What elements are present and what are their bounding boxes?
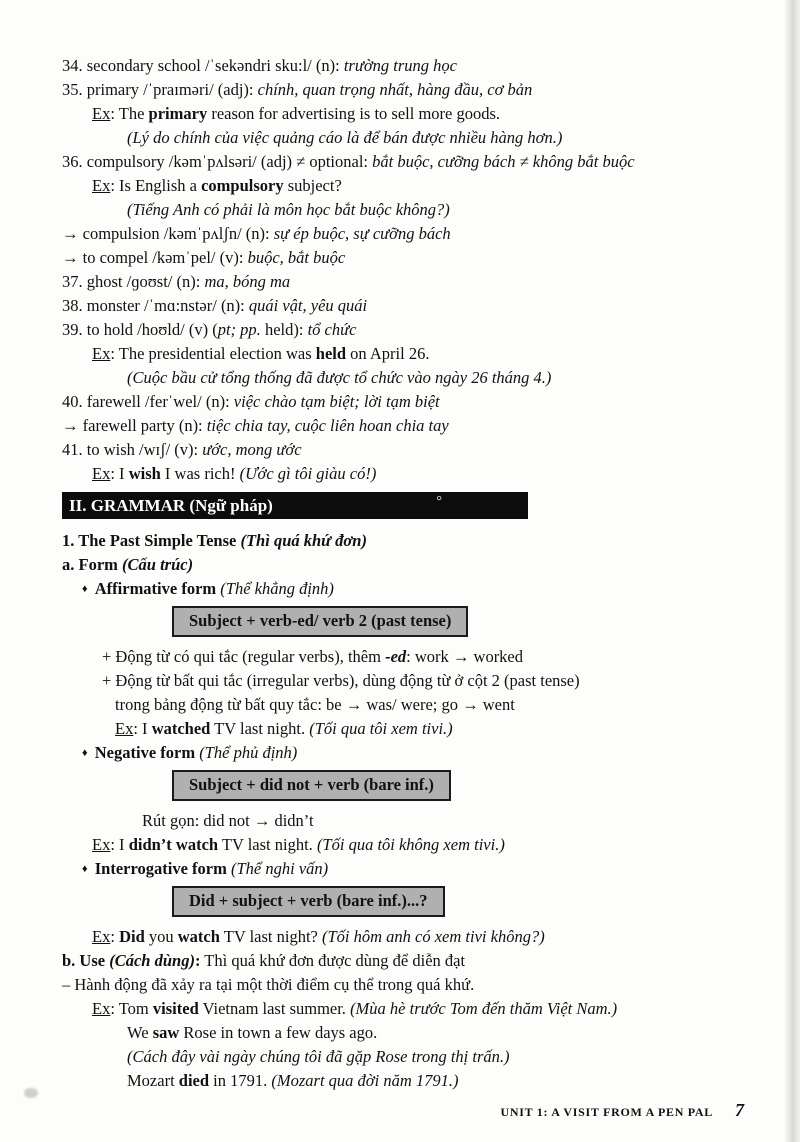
text-segment: (Ước gì tôi giàu có!) <box>239 464 377 483</box>
text-segment: Thì quá khứ đơn được dùng để diễn đạt <box>200 951 466 970</box>
text-segment: buộc, bắt buộc <box>247 248 346 267</box>
grammar-formula-box <box>172 770 451 801</box>
text-segment: sự ép buộc, sự cưỡng bách <box>273 224 451 243</box>
text-segment: Interrogative form <box>94 859 231 878</box>
text-segment: (Thì quá khứ đơn) <box>240 531 367 550</box>
text-segment: We <box>127 1023 153 1042</box>
text-line <box>62 717 744 741</box>
text-segment: ♦ <box>82 863 88 875</box>
text-segment: 34. secondary school /ˈsekəndri sku:l/ (n): <box>62 56 344 75</box>
text-segment: 36. compulsory /kəmˈpʌlsəri/ (adj) ≠ optional: <box>62 152 373 171</box>
vocabulary-section <box>62 54 744 486</box>
text-segment: pt; pp. <box>217 320 261 339</box>
text-line <box>62 741 744 765</box>
text-segment: didn’t watch <box>128 835 219 854</box>
text-segment: (Lý do chính của việc quảng cáo là để bán được nhiều hàng hơn.) <box>127 128 563 147</box>
text-segment: : <box>194 951 201 970</box>
text-segment: b. Use <box>62 951 110 970</box>
text-segment: ♦ <box>82 747 88 759</box>
text-segment: a. Form <box>62 555 123 574</box>
grammar-formula-box <box>172 886 445 917</box>
text-line <box>62 318 744 342</box>
grammar-section <box>62 529 744 1093</box>
page-footer <box>62 1100 744 1121</box>
text-segment: 35. primary /ˈpraɪməri/ (adj): <box>62 80 258 99</box>
text-line <box>62 270 744 294</box>
text-line <box>62 126 744 150</box>
stray-print-mark: ° <box>436 494 442 509</box>
text-segment: TV last night. <box>210 719 310 738</box>
text-segment: Subject + verb-ed/ verb 2 (past tense) <box>189 611 452 630</box>
text-segment: 41. to wish /wɪʃ/ (v): <box>62 440 203 459</box>
text-segment: Did + subject + verb (bare inf.)...? <box>189 891 428 910</box>
text-line <box>62 925 744 949</box>
text-line <box>62 1045 744 1069</box>
footer-page-number: 7 <box>735 1100 744 1120</box>
text-segment: 39. to hold /hoʊld/ (v) ( <box>62 320 218 339</box>
text-line <box>62 390 744 414</box>
footer-unit-label: UNIT 1: A VISIT FROM A PEN PAL <box>500 1105 713 1119</box>
text-segment: : The <box>110 104 149 123</box>
text-line <box>62 174 744 198</box>
text-segment: → to compel /kəmˈpel/ (v): <box>62 248 248 267</box>
text-segment: TV last night. <box>218 835 317 854</box>
text-line <box>62 645 744 669</box>
text-segment: : Is English a <box>110 176 202 195</box>
text-line <box>62 577 744 601</box>
text-segment: + Động từ bất qui tắc (irregular verbs), dùng động từ ở cột 2 (past tense) <box>102 671 580 690</box>
text-segment: (Tối hôm anh có xem tivi không?) <box>321 927 545 946</box>
text-segment: compulsory <box>201 176 284 195</box>
text-segment: on April 26. <box>346 344 430 363</box>
grammar-formula-box <box>172 606 468 637</box>
text-line <box>62 462 744 486</box>
text-segment: I was rich! <box>160 464 240 483</box>
text-segment: ma, bóng ma <box>204 272 291 291</box>
text-segment: (Mozart qua đời năm 1791.) <box>271 1071 459 1090</box>
text-line <box>62 833 744 857</box>
text-segment: (Thể phủ định) <box>199 743 298 762</box>
text-segment: (Cách đây vài ngày chúng tôi đã gặp Rose trong thị trấn.) <box>127 1047 510 1066</box>
grammar-formula-row <box>62 606 744 637</box>
text-segment: (Cách dùng) <box>109 951 195 970</box>
text-segment: bắt buộc, cưỡng bách ≠ không bắt buộc <box>372 152 635 171</box>
text-segment: (Tiếng Anh có phải là môn học bắt buộc không?) <box>127 200 450 219</box>
text-line <box>62 438 744 462</box>
text-line <box>62 1069 744 1093</box>
text-line <box>62 553 744 577</box>
text-segment: you <box>144 927 178 946</box>
text-line <box>62 78 744 102</box>
text-segment: (Tối qua tôi xem tivi.) <box>309 719 453 738</box>
text-line <box>62 246 744 270</box>
text-segment: Ex <box>92 344 111 363</box>
text-segment: việc chào tạm biệt; lời tạm biệt <box>233 392 440 411</box>
text-segment: tiệc chia tay, cuộc liên hoan chia tay <box>206 416 449 435</box>
text-segment: died <box>178 1071 210 1090</box>
text-line <box>62 414 744 438</box>
scan-edge-artifact <box>784 0 800 1142</box>
text-segment: : <box>110 927 120 946</box>
text-segment: Did <box>119 927 145 946</box>
text-segment: held <box>315 344 347 363</box>
text-segment: Affirmative form <box>94 579 221 598</box>
text-segment: trường trung học <box>343 56 457 75</box>
text-line <box>62 102 744 126</box>
grammar-formula-row <box>62 770 744 801</box>
text-line <box>62 809 744 833</box>
text-segment: → farewell party (n): <box>62 416 207 435</box>
text-segment: trong bảng động từ bất quy tắc: be → was/ were; go → went <box>115 695 515 714</box>
text-line <box>62 1021 744 1045</box>
grammar-formula-row <box>62 886 744 917</box>
text-segment: Ex <box>92 835 111 854</box>
text-segment: primary <box>148 104 208 123</box>
text-segment: in 1791. <box>209 1071 272 1090</box>
text-segment: ước, mong ước <box>202 440 302 459</box>
text-line <box>62 342 744 366</box>
text-segment: : I <box>110 464 129 483</box>
text-segment: wish <box>128 464 161 483</box>
text-segment: watch <box>177 927 220 946</box>
text-segment: quái vật, yêu quái <box>248 296 368 315</box>
text-segment: (Thể khẳng định) <box>220 579 334 598</box>
text-segment: Subject + did not + verb (bare inf.) <box>189 775 434 794</box>
text-segment: : I <box>133 719 152 738</box>
text-segment: Ex <box>92 999 111 1018</box>
text-segment: TV last night? <box>219 927 322 946</box>
text-segment: ♦ <box>82 583 88 595</box>
text-segment: Negative form <box>94 743 200 762</box>
text-line <box>62 150 744 174</box>
text-segment: visited <box>152 999 199 1018</box>
scan-smudge-artifact <box>24 1088 38 1098</box>
text-line <box>62 997 744 1021</box>
text-line <box>62 222 744 246</box>
text-segment: 1. The Past Simple Tense <box>62 531 241 550</box>
text-segment: (Mùa hè trước Tom đến thăm Việt Nam.) <box>350 999 618 1018</box>
text-segment: Rút gọn: did not → didn’t <box>142 811 314 830</box>
text-segment: 37. ghost /ɡoʊst/ (n): <box>62 272 205 291</box>
text-segment: Rose in town a few days ago. <box>179 1023 378 1042</box>
text-segment: 40. farewell /ferˈwel/ (n): <box>62 392 234 411</box>
text-segment: 38. monster /ˈmɑ:nstər/ (n): <box>62 296 249 315</box>
text-line <box>62 294 744 318</box>
text-line <box>62 669 744 693</box>
text-line <box>62 54 744 78</box>
text-segment: Ex <box>92 927 111 946</box>
text-line <box>62 198 744 222</box>
text-segment: Ex <box>92 176 111 195</box>
text-segment: : work → worked <box>406 647 524 666</box>
text-segment: chính, quan trọng nhất, hàng đầu, cơ bản <box>257 80 533 99</box>
text-segment: saw <box>152 1023 180 1042</box>
text-segment: Vietnam last summer. <box>198 999 351 1018</box>
text-line <box>62 693 744 717</box>
text-segment: (Tối qua tôi không xem tivi.) <box>316 835 505 854</box>
text-segment: + Động từ có qui tắc (regular verbs), thêm <box>102 647 386 666</box>
text-segment: (Thể nghi vấn) <box>230 859 329 878</box>
text-segment: Ex <box>115 719 134 738</box>
grammar-section-title: II. GRAMMAR (Ngữ pháp) <box>69 495 273 515</box>
text-segment: subject? <box>283 176 342 195</box>
text-segment: : I <box>110 835 129 854</box>
text-line <box>62 529 744 553</box>
text-segment: → compulsion /kəmˈpʌlʃn/ (n): <box>62 224 274 243</box>
text-segment: Ex <box>92 464 111 483</box>
text-segment: (Cấu trúc) <box>122 555 194 574</box>
grammar-section-banner <box>62 492 528 519</box>
text-segment: : The presidential election was <box>110 344 316 363</box>
text-segment: Ex <box>92 104 111 123</box>
text-segment: : Tom <box>110 999 153 1018</box>
text-segment: held): <box>260 320 308 339</box>
text-line <box>62 857 744 881</box>
text-segment: Mozart <box>127 1071 179 1090</box>
text-segment: watched <box>151 719 211 738</box>
text-segment: tổ chức <box>307 320 357 339</box>
text-line <box>62 973 744 997</box>
text-segment: (Cuộc bầu cử tổng thống đã được tổ chức vào ngày 26 tháng 4.) <box>127 368 552 387</box>
text-segment: -ed <box>385 647 407 666</box>
text-line <box>62 366 744 390</box>
text-segment: reason for advertising is to sell more goods. <box>207 104 501 123</box>
text-segment: – Hành động đã xảy ra tại một thời điểm cụ thể trong quá khứ. <box>62 975 475 994</box>
text-line <box>62 949 744 973</box>
